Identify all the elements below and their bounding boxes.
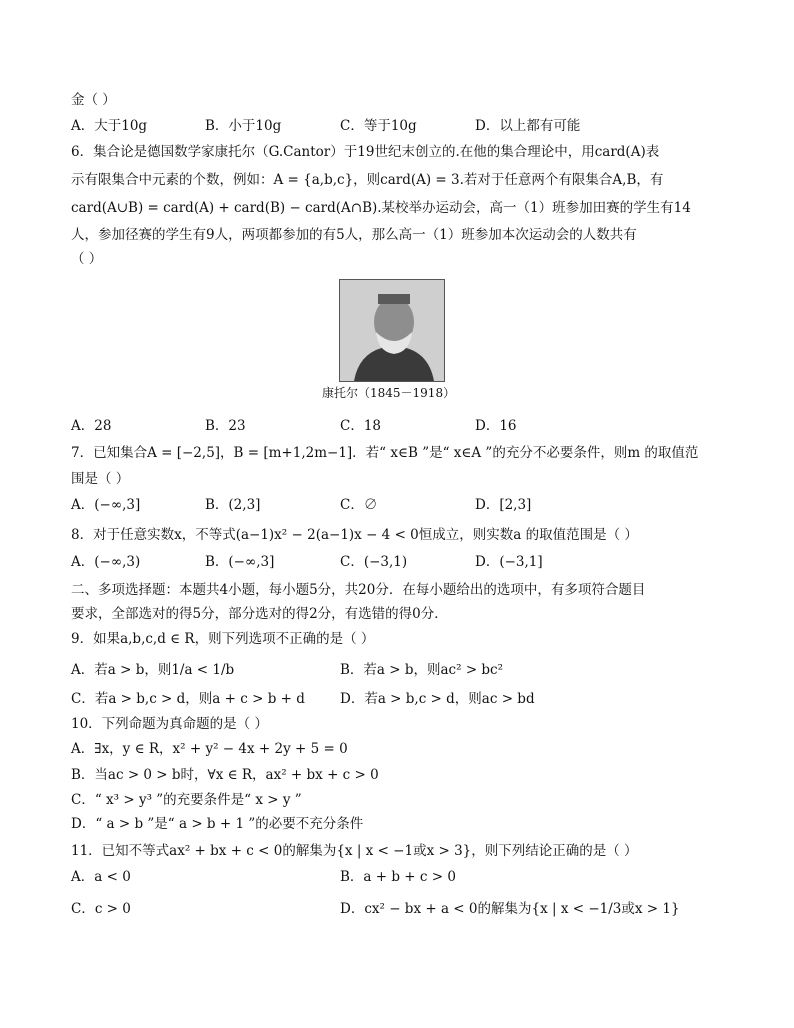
q10-option-d: D．“ a > b ”是“ a > b + 1 ”的必要不充分条件 [71, 816, 364, 832]
q11-line-1: 11．已知不等式ax² + bx + c < 0的解集为{x | x < −1或x > 3}，则下列结论正确的是（ ） [71, 843, 638, 859]
section-2-heading-line-2: 要求，全部选对的得5分，部分选对的得2分，有选错的得0分． [71, 606, 448, 622]
portrait-illustration [340, 280, 444, 381]
q10-option-c: C．“ x³ > y³ ”的充要条件是“ x > y ” [71, 792, 302, 808]
q11-option-a: A．a < 0 [71, 869, 131, 885]
q11-option-b: B．a + b + c > 0 [340, 869, 456, 885]
portrait-caption: 康托尔（1845－1918） [322, 386, 456, 400]
q10-line-1: 10．下列命题为真命题的是（ ） [71, 716, 268, 732]
q5-option-d: D．以上都有可能 [475, 118, 581, 134]
q6-line-2: 示有限集合中元素的个数，例如：A = {a,b,c}，则card(A) = 3.若对于任意两个有限集合A,B，有 [71, 172, 664, 188]
q7-option-b: B．(2,3] [205, 497, 261, 513]
q10-option-b: B．当ac > 0 > b时，∀x ∈ R，ax² + bx + c > 0 [71, 767, 379, 783]
q5-option-a: A．大于10g [71, 118, 148, 134]
q11-option-c: C．c > 0 [71, 901, 131, 917]
q6-line-3: card(A∪B) = card(A) + card(B) − card(A∩B).某校举办运动会，高一（1）班参加田赛的学生有14 [71, 200, 691, 216]
q6-line-5: （ ） [71, 251, 103, 267]
q9-option-a: A．若a > b，则1/a < 1/b [71, 662, 235, 678]
q8-option-c: C．(−3,1) [340, 554, 408, 570]
q9-option-d: D．若a > b,c > d，则ac > bd [340, 691, 535, 707]
q6-line-4: 人，参加径赛的学生有9人，两项都参加的有5人，那么高一（1）班参加本次运动会的人数共有 [71, 227, 637, 243]
q7-option-c: C．∅ [340, 497, 378, 513]
q6-option-c: C．18 [340, 418, 382, 434]
q7-line-1: 7．已知集合A = [−2,5]，B = [m+1,2m−1]．若“ x∈B ”是“ x∈A ”的充分不必要条件，则m 的取值范 [71, 445, 699, 461]
q7-option-a: A．(−∞,3] [71, 497, 141, 513]
q5-option-b: B．小于10g [205, 118, 282, 134]
q6-option-b: B．23 [205, 418, 246, 434]
q6-line-1: 6．集合论是德国数学家康托尔（G.Cantor）于19世纪末创立的.在他的集合理论中，用card(A)表 [71, 144, 660, 160]
q6-option-d: D．16 [475, 418, 517, 434]
section-2-heading-line-1: 二、多项选择题：本题共4小题，每小题5分，共20分．在每小题给出的选项中，有多项符合题目 [71, 582, 646, 598]
q11-option-d: D．cx² − bx + a < 0的解集为{x | x < −1/3或x > 1} [340, 901, 680, 917]
q5-tail: 金（ ） [71, 92, 116, 108]
q9-option-c: C．若a > b,c > d，则a + c > b + d [71, 691, 305, 707]
q8-option-d: D．(−3,1] [475, 554, 543, 570]
q6-option-a: A．28 [71, 418, 112, 434]
q5-option-c: C．等于10g [340, 118, 417, 134]
q7-option-d: D．[2,3] [475, 497, 532, 513]
q8-option-a: A．(−∞,3) [71, 554, 141, 570]
q9-option-b: B．若a > b，则ac² > bc² [340, 662, 504, 678]
q10-option-a: A．∃x，y ∈ R，x² + y² − 4x + 2y + 5 = 0 [71, 741, 348, 757]
q9-line-1: 9．如果a,b,c,d ∈ R，则下列选项不正确的是（ ） [71, 631, 375, 647]
q7-line-2: 围是（ ） [71, 471, 130, 487]
cantor-portrait [339, 279, 445, 382]
q8-option-b: B．(−∞,3] [205, 554, 275, 570]
q8-line-1: 8．对于任意实数x，不等式(a−1)x² − 2(a−1)x − 4 < 0恒成立，则实数a 的取值范围是（ ） [71, 527, 638, 543]
